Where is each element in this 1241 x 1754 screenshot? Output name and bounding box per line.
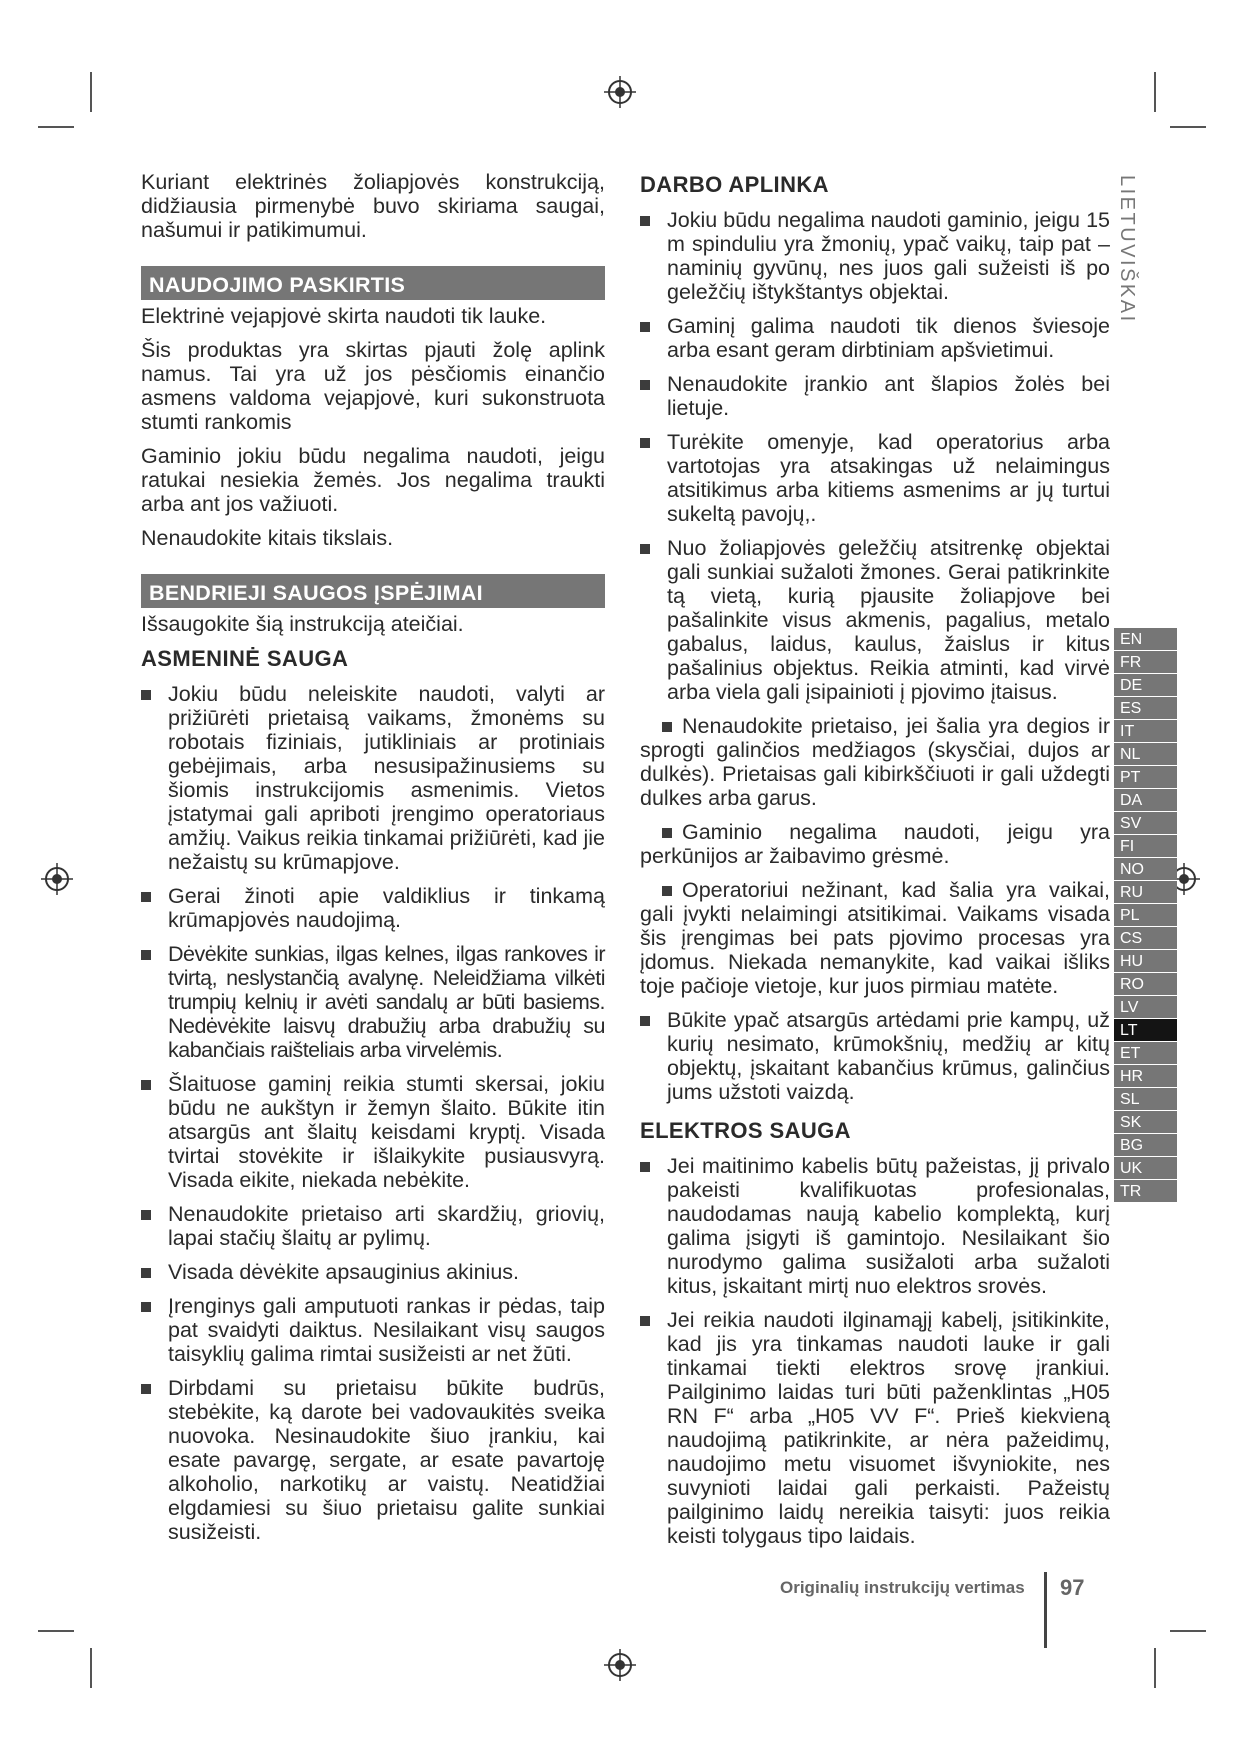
crop-mark	[1170, 1630, 1206, 1632]
paragraph: Gaminio jokiu būdu negalima naudoti, jeigu ratukai nesiekia žemės. Jos negalima traukti arba ant jos važiuoti.	[141, 444, 605, 516]
subheading-work-area: DARBO APLINKA	[640, 172, 829, 197]
bullet-square-icon	[141, 1080, 151, 1090]
bullet-item: Visada dėvėkite apsauginius akinius.	[141, 1260, 605, 1284]
bullet-item: Gaminį galima naudoti tik dienos šviesoje arba esant geram dirbtiniam apšvietimui.	[640, 314, 1110, 362]
language-tab[interactable]: HU	[1114, 950, 1177, 973]
bullet-square-icon	[640, 380, 650, 390]
language-tab[interactable]: FR	[1114, 651, 1177, 674]
paragraph: Nenaudokite kitais tikslais.	[141, 526, 394, 550]
bullet-square-icon	[662, 828, 672, 838]
subheading-electrical-safety: ELEKTROS SAUGA	[640, 1118, 851, 1143]
crop-mark	[90, 72, 92, 112]
bullet-item: Šlaituose gaminį reikia stumti skersai, jokiu būdu ne aukštyn ir žemyn šlaito. Būkite itin atsargūs ant šlaitų keisdami kryptį. Visada tvirtai stovėkite ir išlaikykite pusiausvyrą. Visada eikite, niekada nebėkite.	[141, 1072, 605, 1192]
footer-divider	[1044, 1572, 1047, 1648]
language-tab[interactable]: SK	[1114, 1111, 1177, 1134]
side-language-tab	[1114, 175, 1144, 325]
bullet-square-icon	[640, 1162, 650, 1172]
bullet-square-icon	[640, 438, 650, 448]
registration-mark-icon	[603, 75, 637, 109]
language-tab[interactable]: IT	[1114, 720, 1177, 743]
bullet-item: Gerai žinoti apie valdiklius ir tinkamą krūmapjovės naudojimą.	[141, 884, 605, 932]
bullet-item: Būkite ypač atsargūs artėdami prie kampų, už kurių nesimato, krūmokšnių, medžių ar kitų objektų, įskaitant kabančius krūmus, galinčius jums užstoti vaizdą.	[640, 1008, 1110, 1104]
section-heading-general-warnings: BENDRIEJI SAUGOS ĮSPĖJIMAI	[141, 574, 605, 608]
language-index	[1114, 628, 1177, 1203]
bullet-square-icon	[662, 722, 672, 732]
language-tab[interactable]: DE	[1114, 674, 1177, 697]
bullet-square-icon	[141, 1268, 151, 1278]
bullet-square-icon	[141, 1210, 151, 1220]
language-tab[interactable]: SV	[1114, 812, 1177, 835]
paragraph: Šis produktas yra skirtas pjauti žolę aplink namus. Tai yra už jos pėsčiomis einančio asmens valdoma vejapjovė, kuri sukonstruota stumti rankomis	[141, 338, 605, 434]
bullet-square-icon	[141, 892, 151, 902]
registration-mark-icon	[40, 862, 74, 896]
language-tab[interactable]: PT	[1114, 766, 1177, 789]
crop-mark	[38, 126, 74, 128]
language-tab[interactable]: BG	[1114, 1134, 1177, 1157]
bullet-item: Nenaudokite prietaiso arti skardžių, griovių, lapai stačių šlaitų ar pylimų.	[141, 1202, 605, 1250]
bullet-item: Jokiu būdu negalima naudoti gaminio, jeigu 15 m spinduliu yra žmonių, ypač vaikų, taip pat – naminių gyvūnų, nes juos gali sužeisti iš po geležčių ištykštantys objektai.	[640, 208, 1110, 304]
bullet-item: Jei reikia naudoti ilginamąjį kabelį, įsitikinkite, kad jis yra tinkamas naudoti lauke ir gali tinkamai tiekti elektros srovę įrankiui. Pailginimo laidas turi būti paženklintas „H05 RN F“ arba „H05 VV F“. Prieš kiekvieną naudojimą patikrinkite, ar nėra pažeidimų, naudojimo metu visuomet išvyniokite, nes suvynioti laidai gali perkaisti. Pažeistų pailginimo laidų nereikia taisyti: juos reikia keisti tolygaus tipo laidais.	[640, 1308, 1110, 1548]
language-tab[interactable]: CS	[1114, 927, 1177, 950]
bullet-square-icon	[640, 216, 650, 226]
paragraph: Išsaugokite šią instrukciją ateičiai.	[141, 612, 464, 636]
bullet-square-icon	[640, 322, 650, 332]
crop-mark	[1154, 1648, 1156, 1688]
paragraph: Elektrinė vejapjovė skirta naudoti tik lauke.	[141, 304, 547, 328]
section-heading-intended-use: NAUDOJIMO PASKIRTIS	[141, 266, 605, 300]
language-tab-active[interactable]: LT	[1114, 1019, 1177, 1042]
language-tab[interactable]: HR	[1114, 1065, 1177, 1088]
side-language-label: LIETUVIŠKAI	[1116, 175, 1138, 324]
bullet-item: Turėkite omenyje, kad operatorius arba vartotojas yra atsakingas už nelaimingus atsitikimus arba kitiems asmenims ar jų turtui sukeltą pavojų,.	[640, 430, 1110, 526]
subheading-personal-safety: ASMENINĖ SAUGA	[141, 646, 349, 671]
bullet-square-icon	[141, 1302, 151, 1312]
bullet-square-icon	[141, 1384, 151, 1394]
bullet-square-icon	[640, 1316, 650, 1326]
language-tab[interactable]: LV	[1114, 996, 1177, 1019]
footer-caption: Originalių instrukcijų vertimas	[780, 1578, 1025, 1597]
language-tab[interactable]: RU	[1114, 881, 1177, 904]
language-tab[interactable]: RO	[1114, 973, 1177, 996]
right-column	[640, 172, 1110, 1558]
bullet-item: Jokiu būdu neleiskite naudoti, valyti ar prižiūrėti prietaisą vaikams, žmonėms su robotais fiziniais, jutikliniais ar protiniais gebėjimais, arba nesusipažinusiems su šiomis instrukcijomis asmenimis. Vietos įstatymai gali apriboti įrengimo operatoriaus amžių. Vaikus reikia tinkamai prižiūrėti, kad jie nežaistų su krūmapjove.	[141, 682, 605, 874]
crop-mark	[38, 1630, 74, 1632]
language-tab[interactable]: FI	[1114, 835, 1177, 858]
bullet-square-icon	[141, 950, 151, 960]
crop-mark	[1154, 72, 1156, 112]
left-column	[141, 170, 605, 1554]
bullet-item: Įrenginys gali amputuoti rankas ir pėdas, taip pat svaidyti daiktus. Nesilaikant visų saugos taisyklių galima rimtai susižeisti ar net žūti.	[141, 1294, 605, 1366]
crop-mark	[90, 1648, 92, 1688]
language-tab[interactable]: ET	[1114, 1042, 1177, 1065]
bullet-item: Gaminio negalima naudoti, jeigu yra perkūnijos ar žaibavimo grėsmė.	[640, 820, 1110, 868]
bullet-square-icon	[640, 1016, 650, 1026]
language-tab[interactable]: NO	[1114, 858, 1177, 881]
bullet-item: Dėvėkite sunkias, ilgas kelnes, ilgas rankoves ir tvirtą, neslystančią avalynę. Neleidžiama vilkėti trumpių kelnių ir avėti sandalų ar būti basiems. Nedėvėkite laisvų drabužių arba drabužių su kabančiais raišteliais arba virvelėmis.	[141, 942, 605, 1062]
intro-paragraph: Kuriant elektrinės žoliapjovės konstrukciją, didžiausia pirmenybė buvo skiriama saugai, našumui ir patikimumui.	[141, 170, 605, 242]
language-tab[interactable]: EN	[1114, 628, 1177, 651]
language-tab[interactable]: DA	[1114, 789, 1177, 812]
bullet-item: Nuo žoliapjovės geležčių atsitrenkę objektai gali sunkiai sužaloti žmones. Gerai patikrinkite tą vietą, kurią pjausite žoliapjove bei pašalinkite visus akmenis, pagalius, metalo gabalus, laidus, kaulus, žaislus ir kitus pašalinius objektus. Reikia atminti, kad virvė arba viela gali įsipainioti į pjovimo įtaisus.	[640, 536, 1110, 704]
crop-mark	[1170, 126, 1206, 128]
bullet-item: Jei maitinimo kabelis būtų pažeistas, jį privalo pakeisti kvalifikuotas profesionalas, naudodamas naują kabelio komplektą, kurį galima įsigyti iš gamintojo. Nesilaikant šio nurodymo galima susižaloti arba sužaloti kitus, įskaitant mirtį nuo elektros srovės.	[640, 1154, 1110, 1298]
language-tab[interactable]: NL	[1114, 743, 1177, 766]
language-tab[interactable]: SL	[1114, 1088, 1177, 1111]
language-tab[interactable]: PL	[1114, 904, 1177, 927]
bullet-square-icon	[662, 886, 672, 896]
language-tab[interactable]: TR	[1114, 1180, 1177, 1203]
language-tab[interactable]: ES	[1114, 697, 1177, 720]
bullet-item: Nenaudokite įrankio ant šlapios žolės bei lietuje.	[640, 372, 1110, 420]
language-tab[interactable]: UK	[1114, 1157, 1177, 1180]
bullet-item: Operatoriui nežinant, kad šalia yra vaikai, gali įvykti nelaimingi atsitikimai. Vaikams visada šis įrengimas bei pats pjovimo procesas yra įdomus. Niekada nemanykite, kad vaikai išliks toje pačioje vietoje, kur juos pirmiau matėte.	[640, 878, 1110, 998]
bullet-item: Dirbdami su prietaisu būkite budrūs, stebėkite, ką darote bei vadovaukitės sveika nuovoka. Nesinaudokite šiuo įrankiu, kai esate pavargę, sergate, ar esate pavartoję alkoholio, narkotikų ar vaistų. Neatidžiai elgdamiesi su šiuo prietaisu galite sunkiai susižeisti.	[141, 1376, 605, 1544]
bullet-item: Nenaudokite prietaiso, jei šalia yra degios ir sprogti galinčios medžiagos (skysčiai, dujos ar dulkės). Prietaisas gali kibirkščiuoti ir gali uždegti dulkes arba garus.	[640, 714, 1110, 810]
bullet-square-icon	[640, 544, 650, 554]
registration-mark-icon	[603, 1648, 637, 1682]
bullet-square-icon	[141, 690, 151, 700]
page-number: 97	[1060, 1575, 1085, 1600]
